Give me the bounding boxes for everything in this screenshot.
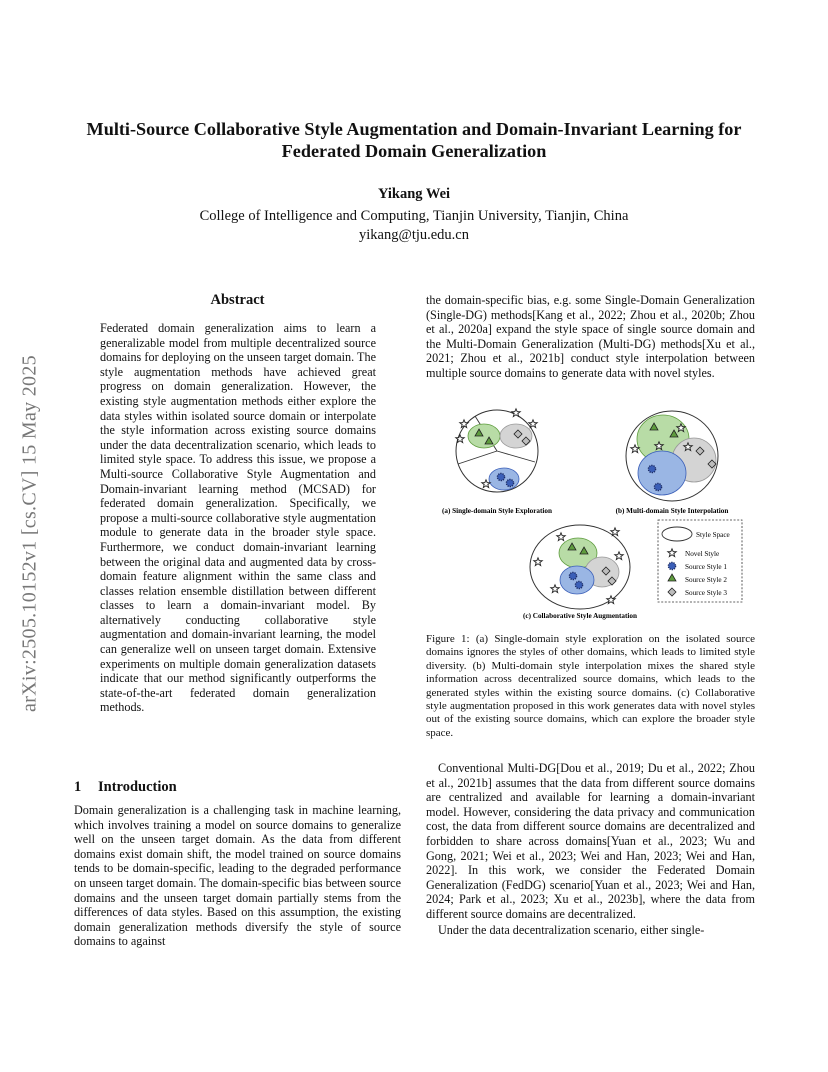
intro-paragraph-1-continued: the domain-specific bias, e.g. some Single-Domain Generalization (Single-DG) methods[Kang et al., 2022; Zhou et al., 2020b; Zhou et al., 2020a] expand the style space of single source domain and the Multi-Domain Generalization (Multi-DG) methods[Xu et al., 2021; Zhou et al., 2021b] conduct style interpolation between multiple source domains to generate data with novel styles. (426, 293, 755, 380)
panel-b-diagram (626, 411, 718, 501)
section-number: 1 (74, 779, 82, 795)
section-title: Introduction (98, 779, 177, 795)
panel-a-diagram (456, 409, 538, 492)
figure-legend (658, 520, 742, 602)
section-heading-introduction (74, 779, 177, 796)
author-email[interactable]: yikang@tju.edu.cn (359, 227, 469, 243)
legend-source-style-2: Source Style 2 (685, 576, 727, 584)
abstract-text: Federated domain generalization aims to learn a generalizable model from multiple decentralized source domains for deploying on the unseen target domain. The style augmentation methods have achieved great progress on domain generalization. However, the existing style augmentation methods either explore the data styles within isolated source domain or interpolate the style information across existing source domains under the data decentralization scenario, which leads to limited style space. To address this issue, we propose a Multi-source Collaborative Style Augmentation and Domain-invariant learning method (MCSAD) for federated domain generalization. Specifically, we propose a multi-source collaborative style augmentation module to generate data in the broader style space. Furthermore, we conduct domain-invariant learning between the original data and augmented data by cross-domain feature alignment within the same class and classes relation ensemble distillation between different classes to learn a domain-invariant model. By alternatively conducting collaborative style augmentation and domain-invariant learning, the model can generalize well on unseen target domain. Extensive experiments on multiple domain generalization datasets indicate that our method significantly outperforms the state-of-the-art federated domain generalization methods. (100, 321, 376, 715)
legend-source-style-1: Source Style 1 (685, 563, 727, 571)
figure-1 (430, 404, 752, 626)
figure-1-caption: Figure 1: (a) Single-domain style exploration on the isolated source domains ignores the styles of other domains, which leads to limited style diversity. (b) Multi-domain style interpolation mixes the shared style information across decentralized source domains, which leads to the generated styles within the existing source domains. (c) Collaborative style augmentation proposed in this work generates data with novel styles out of the existing source domains, which can explore the broader style space. (426, 633, 755, 739)
author-name: Yikang Wei (377, 186, 451, 202)
panel-b-label: (b) Multi-domain Style Interpolation (615, 507, 729, 515)
author-affiliation: College of Intelligence and Computing, Tianjin University, Tianjin, China (199, 208, 629, 224)
intro-paragraph-1: Domain generalization is a challenging task in machine learning, which involves training a model on source domains to generalize well on the unseen target domain. As the data from different domains exist domain shift, the model trained on source domains tends to be domain-specific, leading to the degraded performance on unseen target domain. The domain-specific bias between source domains and the unseen target domain partially stems from the differences of data styles. Based on this assumption, the existing domain generalization methods diversify the style of source domains to against (74, 803, 401, 949)
legend-novel-style: Novel Style (685, 550, 720, 558)
intro-right-column (426, 761, 755, 937)
legend-style-space: Style Space (696, 531, 730, 539)
abstract-heading: Abstract (210, 292, 265, 308)
paper-title: Multi-Source Collaborative Style Augmentation and Domain-Invariant Learning for Federated Domain Generalization (86, 119, 742, 161)
panel-c-label: (c) Collaborative Style Augmentation (523, 612, 637, 620)
panel-a-label: (a) Single-domain Style Exploration (441, 507, 553, 515)
panel-c-diagram (530, 525, 630, 609)
arxiv-stamp: arXiv:2505.10152v1 [cs.CV] 15 May 2025 (18, 355, 41, 712)
intro-paragraph-2: Conventional Multi-DG[Dou et al., 2019; Du et al., 2022; Zhou et al., 2021b] assumes that the data from different source domains are centralized and available for learning a domain-invariant model. However, considering the data privacy and communication cost, the data from different source domains are decentralized and forbidden to share across domains[Yuan et al., 2023; Wu and Gong, 2021; Wei et al., 2023; Wei and Han, 2023; Wei and Han, 2022]. In this work, we consider the Federated Domain Generalization (FedDG) scenario[Yuan et al., 2023; Wei and Han, 2024; Park et al., 2023; Xu et al., 2023b], where the data from different source domains are decentralized. (426, 761, 755, 921)
intro-paragraph-3: Under the data decentralization scenario, either single- (438, 922, 705, 937)
legend-source-style-3: Source Style 3 (685, 589, 727, 597)
